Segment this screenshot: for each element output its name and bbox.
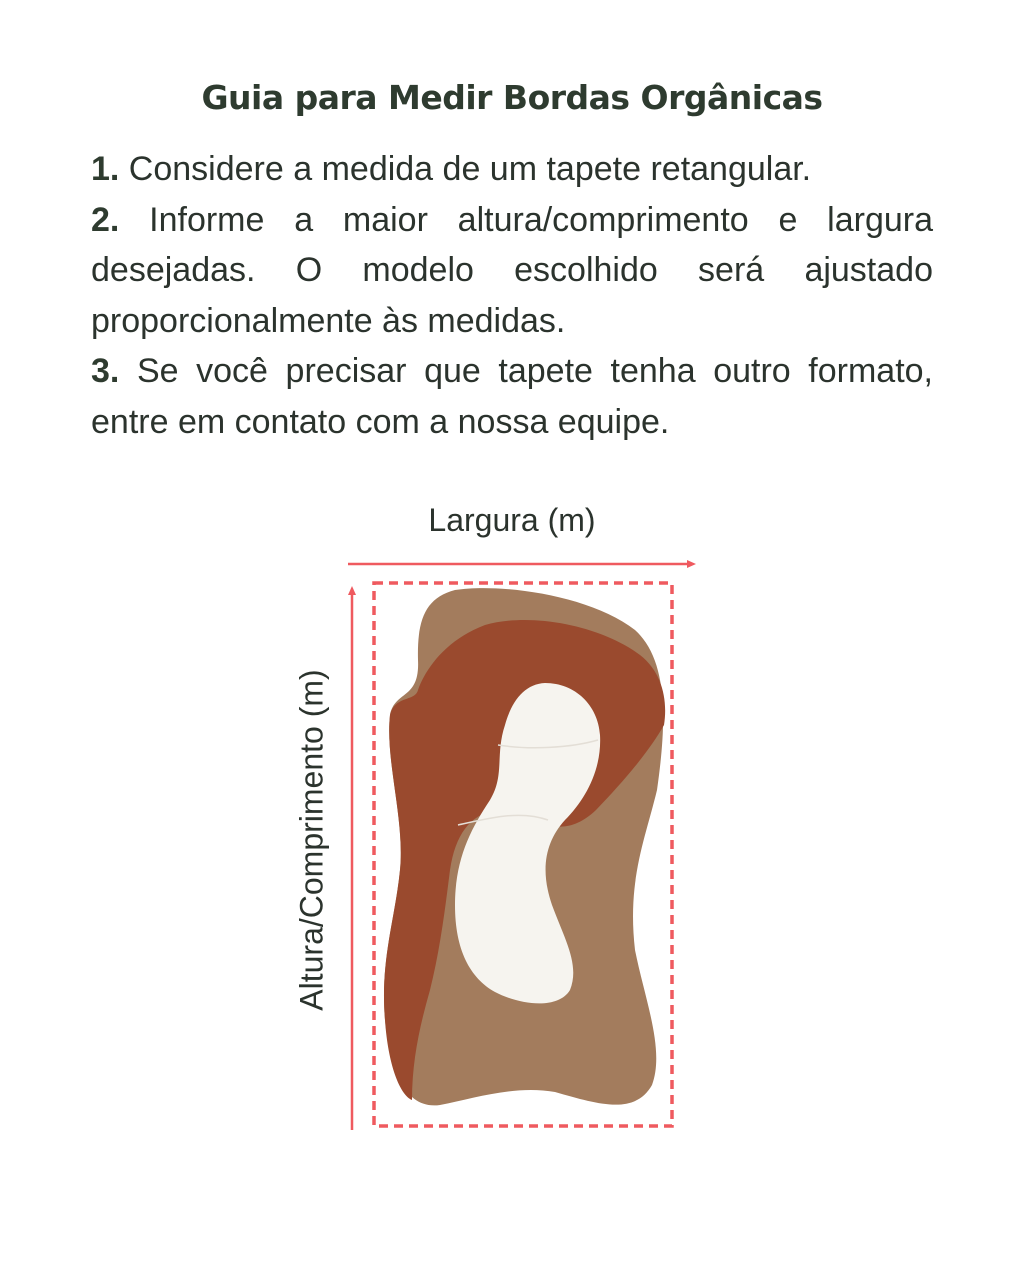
width-label: Largura (m) — [428, 502, 596, 538]
step-number: 2. — [91, 200, 120, 239]
height-arrow — [348, 586, 356, 1130]
step-number: 1. — [91, 150, 120, 188]
step-text: Se você precisar que tapete tenha outro formato, entre em contato com a nossa equipe. — [91, 352, 933, 441]
step-text: Informe a maior altura/comprimento e largura desejadas. O modelo escolhido será ajustado proporcionalmente às medidas. — [91, 200, 933, 340]
step-number: 3. — [91, 352, 120, 390]
width-arrow — [348, 560, 696, 568]
page-title: Guia para Medir Bordas Orgânicas — [201, 78, 823, 117]
height-label: Altura/Comprimento (m) — [293, 669, 330, 1011]
organic-rug-image — [384, 588, 665, 1105]
step-text: Considere a medida de um tapete retangular. — [119, 150, 812, 188]
